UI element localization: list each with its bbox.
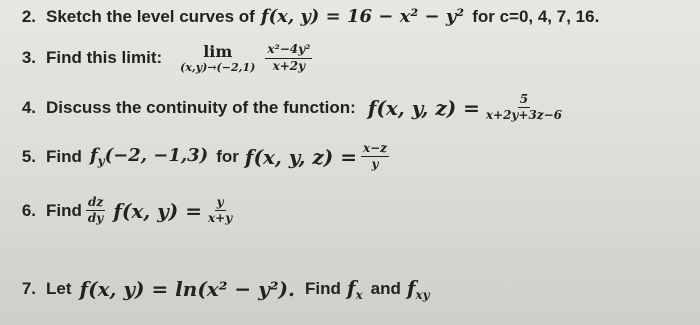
limit-fraction [265,43,312,72]
fraction-denominator: x+2y+3z−6 [485,108,563,123]
function-expression: f(x, y) = ln(x² − y²). [79,277,295,301]
problem-text-prefix: Let [46,279,72,298]
function-fraction [484,93,564,122]
problem-number: 3. [21,48,36,67]
fx-subscript: x [355,288,363,302]
function-expression: f(x, y) = [113,198,202,223]
fraction-numerator: 5 [518,93,530,108]
function-fraction [361,142,389,171]
partial-base: f [89,145,98,167]
problem-number: 6. [21,200,36,220]
problem-text: Find this limit: [46,48,163,67]
fraction-numerator: x−z [361,142,389,157]
problem-3 [0,42,700,74]
problem-number: 2. [21,6,36,26]
function-expression: f(x, y) = 16 − x² − y² [260,6,465,27]
fx-base: f [346,276,356,300]
limit-approach: (x,y)→(−2,1) [180,61,256,74]
function-fraction [206,196,234,225]
problem-text-prefix: Find [46,200,82,220]
limit-word: lim [203,42,233,61]
partial-subscript: y [97,154,105,169]
problem-2 [0,6,700,27]
fraction-denominator: x+y [208,211,233,226]
problem-number: 5. [21,146,36,166]
problem-number: 4. [21,97,36,117]
problem-text: Sketch the level curves of [46,6,255,26]
problem-5 [0,142,700,171]
problem-text-mid: for [216,146,239,166]
fxy-subscript: xy [415,288,430,302]
partial-derivative [90,145,208,168]
problem-text-mid: Find [304,279,341,298]
fraction-numerator: x²−4y² [265,43,312,58]
partial-fxy [407,276,430,302]
problem-4 [0,93,700,122]
problem-tail: for c=0, 4, 7, 16. [472,6,600,26]
problem-7 [0,276,700,302]
problem-text-prefix: Find [46,146,82,166]
fraction-denominator: y [371,157,379,172]
problem-6 [0,196,700,225]
problem-text: Discuss the continuity of the function: [46,97,356,117]
function-expression: f(x, y, z) = [244,144,357,169]
derivative-fraction [86,196,105,225]
partial-fx [347,276,363,302]
derivative-denominator: dy [87,211,104,226]
limit-operator [180,42,255,74]
function-expression: f(x, y, z) = [367,95,480,120]
fxy-base: f [406,276,416,300]
fraction-denominator: x+2y [272,58,306,73]
problem-text-and: and [370,279,401,298]
partial-args: (−2, −1,3) [104,145,209,167]
problem-number: 7. [21,279,36,298]
derivative-numerator: dz [86,196,105,211]
fraction-numerator: y [215,196,226,211]
